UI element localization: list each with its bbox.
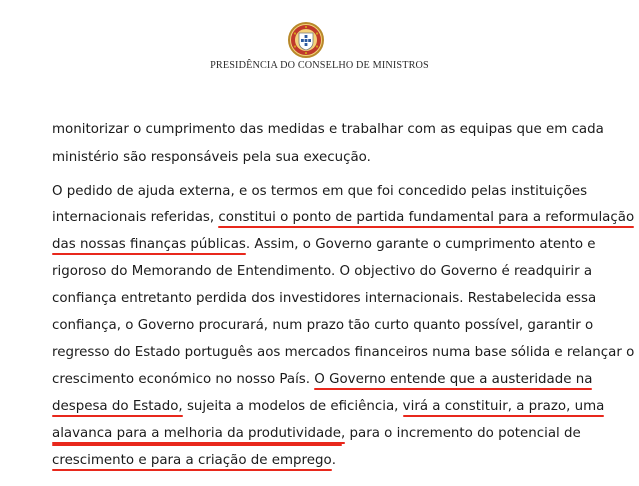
underline-continuation-line-10 <box>52 444 342 446</box>
highlighted-phrase-financas-publicas: das nossas finanças públicas <box>52 237 246 252</box>
text-span: para o incremento do potencial de <box>345 426 581 441</box>
paragraph-2-line-8 <box>52 370 593 390</box>
highlighted-phrase-ponto-de-partida: constitui o ponto de partida fundamental para a reformulação <box>218 210 635 225</box>
paragraph-1-line-2: ministério são responsáveis pela sua execução. <box>52 150 371 165</box>
paragraph-2-line-10 <box>52 424 581 444</box>
paragraph-1-line-1: monitorizar o cumprimento das medidas e trabalhar com as equipas que em cada <box>52 122 604 137</box>
document-body <box>52 0 635 486</box>
paragraph-2-line-4: rigoroso do Memorando de Entendimento. O objectivo do Governo é readquirir a <box>52 264 593 279</box>
paragraph-2-line-2 <box>52 208 635 228</box>
paragraph-2-line-3 <box>52 235 596 255</box>
paragraph-2-line-5: confiança entretanto perdida dos investidores internacionais. Restabelecida essa <box>52 291 597 306</box>
paragraph-2-line-1: O pedido de ajuda externa, e os termos em que foi concedido pelas instituições <box>52 184 588 199</box>
highlighted-phrase-despesa-do-estado: despesa do Estado, <box>52 399 183 414</box>
text-span: crescimento económico no nosso País. <box>52 372 315 387</box>
paragraph-2-line-9 <box>52 397 605 417</box>
highlighted-phrase-vira-a-constituir: virá a constituir, a prazo, uma <box>402 399 605 414</box>
highlighted-phrase-produtividade: alavanca para a melhoria da produtividade, <box>52 426 346 441</box>
paragraph-2-line-11 <box>52 451 572 471</box>
organization-name: PRESIDÊNCIA DO CONSELHO DE MINISTROS <box>210 60 429 71</box>
highlighted-phrase-criacao-de-emprego: crescimento e para a criação de emprego <box>52 453 332 468</box>
paragraph-2-line-6: confiança, o Governo procurará, num prazo tão curto quanto possível, garantir o <box>52 318 594 333</box>
text-span: . <box>331 453 336 468</box>
text-span: sujeita a modelos de eficiência, <box>182 399 403 414</box>
text-span: . Assim, o Governo garante o cumprimento atento e <box>245 237 596 252</box>
text-span: internacionais referidas, <box>52 210 219 225</box>
paragraph-2-line-7: regresso do Estado português aos mercados financeiros numa base sólida e relançar o <box>52 345 635 360</box>
highlighted-phrase-austeridade: O Governo entende que a austeridade na <box>314 372 593 387</box>
